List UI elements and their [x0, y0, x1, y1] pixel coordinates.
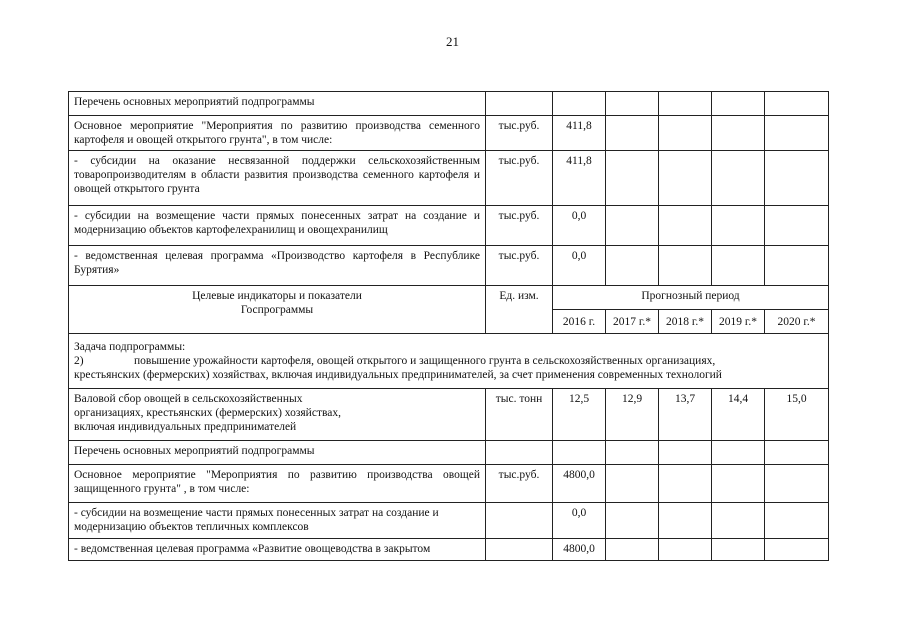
value-cell: 4800,0 [553, 539, 606, 561]
unit-cell: тыс.руб. [486, 246, 553, 286]
indicator-row [69, 389, 829, 441]
section-title: Перечень основных мероприятий подпрограммы [69, 441, 486, 465]
measure-text: Основное мероприятие "Мероприятия по развитию производства семенного картофеля и овощей открытого грунта", в том числе: [69, 116, 486, 151]
table-row [69, 151, 829, 206]
task-line-1: повышение урожайности картофеля, овощей открытого и защищенного грунта в сельскохозяйственных организациях, [134, 355, 716, 367]
value-cell: 0,0 [553, 206, 606, 246]
indicator-text: Валовой сбор овощей в сельскохозяйственных организациях, крестьянских (фермерских) хозяйствах, включая индивидуальных предпринимателей [69, 389, 486, 441]
section-row [69, 441, 829, 465]
table-row [69, 246, 829, 286]
value-cell: 411,8 [553, 151, 606, 206]
year-cell: 2018 г.* [659, 310, 712, 334]
measure-text: - субсидии на возмещение части прямых понесенных затрат на создание и модернизацию объектов тепличных комплексов [69, 503, 486, 539]
section-row [69, 92, 829, 116]
table-row [69, 503, 829, 539]
indicator-value: 15,0 [765, 389, 829, 441]
unit-cell [486, 503, 553, 539]
task-number: 2) [74, 355, 84, 367]
table-row [69, 539, 829, 561]
task-row [69, 334, 829, 389]
measure-text: - ведомственная целевая программа «Производство картофеля в Республике Бурятия» [69, 246, 486, 286]
unit-cell: тыс.руб. [486, 151, 553, 206]
value-cell: 0,0 [553, 246, 606, 286]
table-row [69, 206, 829, 246]
table-row [69, 116, 829, 151]
indicators-unit-header: Ед. изм. [486, 286, 553, 334]
year-cell: 2019 г.* [712, 310, 765, 334]
indicator-value: 12,9 [606, 389, 659, 441]
value-cell: 4800,0 [553, 465, 606, 503]
value-cell: 0,0 [553, 503, 606, 539]
unit-cell: тыс.руб. [486, 465, 553, 503]
indicator-unit: тыс. тонн [486, 389, 553, 441]
unit-cell [486, 539, 553, 561]
unit-cell: тыс.руб. [486, 206, 553, 246]
year-cell: 2020 г.* [765, 310, 829, 334]
measure-text: Основное мероприятие "Мероприятия по развитию производства овощей защищенного грунта" , в том числе: [69, 465, 486, 503]
task-label: Задача подпрограммы: [74, 341, 186, 353]
table-row [69, 465, 829, 503]
page-number: 21 [446, 34, 459, 49]
indicator-value: 13,7 [659, 389, 712, 441]
measure-text: - ведомственная целевая программа «Развитие овощеводства в закрытом [69, 539, 486, 561]
value-cell: 411,8 [553, 116, 606, 151]
forecast-period-header: Прогнозный период [553, 286, 829, 310]
indicators-header-row [69, 286, 829, 310]
year-cell: 2016 г. [553, 310, 606, 334]
task-line-2: крестьянских (фермерских) хозяйствах, включая индивидуальных предпринимателей, за счет применения современных технологий [74, 369, 722, 381]
task-cell [69, 334, 829, 389]
program-table [68, 91, 829, 561]
year-cell: 2017 г.* [606, 310, 659, 334]
indicator-value: 12,5 [553, 389, 606, 441]
measure-text: - субсидии на оказание несвязанной поддержки сельскохозяйственным товаропроизводителям в области развития производства семенного картофеля и овощей открытого грунта [69, 151, 486, 206]
measure-text: - субсидии на возмещение части прямых понесенных затрат на создание и модернизацию объектов картофелехранилищ и овощехранилищ [69, 206, 486, 246]
unit-cell: тыс.руб. [486, 116, 553, 151]
indicators-title: Целевые индикаторы и показатели Госпрограммы [69, 286, 486, 334]
indicator-value: 14,4 [712, 389, 765, 441]
section-title: Перечень основных мероприятий подпрограммы [69, 92, 486, 116]
